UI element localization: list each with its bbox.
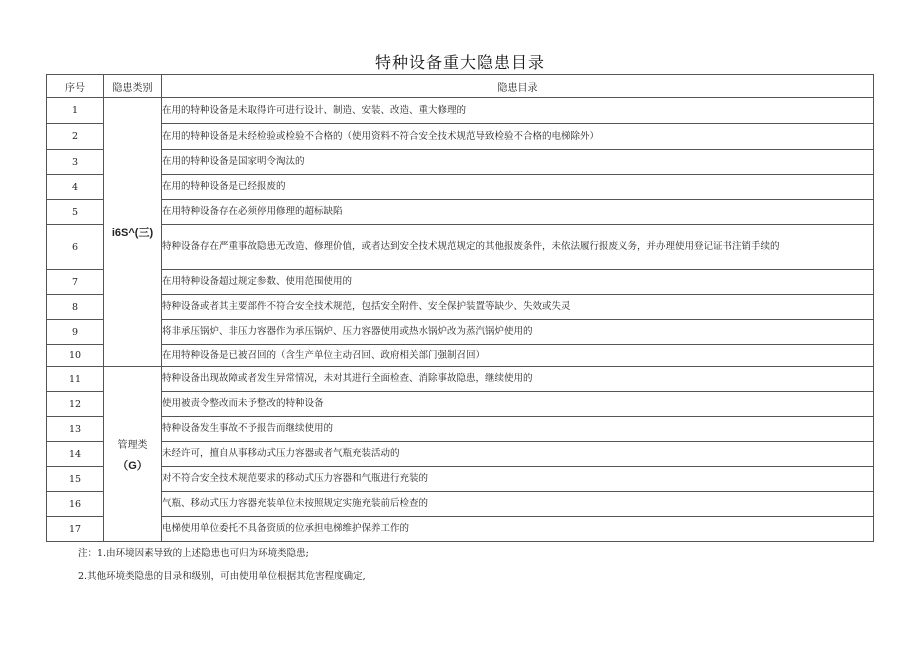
hazard-description: 在用的特种设备是已经报废的 bbox=[162, 175, 874, 200]
note-line-2: 2.其他环境类隐患的目录和级别，可由使用单位根据其危害程度确定, bbox=[78, 571, 366, 582]
hazard-description: 在用特种设备存在必须停用修理的超标缺陷 bbox=[162, 200, 874, 225]
hazard-description: 电梯使用单位委托不具备资质的位承担电梯维护保养工作的 bbox=[162, 517, 874, 542]
row-number: 3 bbox=[47, 150, 104, 175]
row-number: 1 bbox=[47, 98, 104, 124]
hazard-description: 在用的特种设备是未经检验或检验不合格的（使用资料不符合安全技术规范导致检验不合格的电梯除外） bbox=[162, 124, 874, 150]
hazard-description: 在用的特种设备是未取得许可进行设计、制造、安装、改造、重大修理的 bbox=[162, 98, 874, 124]
table-row bbox=[47, 124, 874, 150]
hazard-description: 在用特种设备超过规定参数、使用范围使用的 bbox=[162, 270, 874, 295]
table-row bbox=[47, 517, 874, 542]
header-seq: 序号 bbox=[47, 75, 104, 98]
hazard-description: 在用的特种设备是国家明令淘汰的 bbox=[162, 150, 874, 175]
hazard-description: 对不符合安全技术规范要求的移动式压力容器和气瓶进行充装的 bbox=[162, 467, 874, 492]
category-management-cell bbox=[104, 367, 162, 542]
hazard-description: 将非承压锅炉、非压力容器作为承压锅炉、压力容器使用或热水锅炉改为蒸汽锅炉使用的 bbox=[162, 320, 874, 345]
table-row bbox=[47, 467, 874, 492]
table-row bbox=[47, 295, 874, 320]
row-number: 11 bbox=[47, 367, 104, 392]
row-number: 12 bbox=[47, 392, 104, 417]
hazard-description: 气瓶、移动式压力容器充装单位未按照规定实施充装前后检查的 bbox=[162, 492, 874, 517]
row-number: 13 bbox=[47, 417, 104, 442]
header-catalog: 隐患目录 bbox=[162, 75, 874, 98]
table-header-row bbox=[47, 75, 874, 98]
row-number: 15 bbox=[47, 467, 104, 492]
table-row bbox=[47, 225, 874, 270]
page-title: 特种设备重大隐患目录 bbox=[374, 53, 545, 72]
row-number: 7 bbox=[47, 270, 104, 295]
table-row bbox=[47, 150, 874, 175]
table-row bbox=[47, 492, 874, 517]
hazard-description: 特种设备或者其主要部件不符合安全技术规范，包括安全附件、安全保护装置等缺少、失效或失灵 bbox=[162, 295, 874, 320]
row-number: 2 bbox=[47, 124, 104, 150]
table-row bbox=[47, 442, 874, 467]
row-number: 10 bbox=[47, 345, 104, 367]
table-row bbox=[47, 345, 874, 367]
hazard-description: 在用特种设备是已被召回的（含生产单位主动召回、政府相关部门强制召回） bbox=[162, 345, 874, 367]
table-row bbox=[47, 98, 874, 124]
table-row bbox=[47, 320, 874, 345]
table-row bbox=[47, 367, 874, 392]
row-number: 5 bbox=[47, 200, 104, 225]
hazard-description: 特种设备发生事故不予报告而继续使用的 bbox=[162, 417, 874, 442]
row-number: 14 bbox=[47, 442, 104, 467]
hazard-description: 特种设备存在严重事故隐患无改造、修理价值，或者达到安全技术规范规定的其他报废条件，未依法履行报废义务，并办理使用登记证书注销手续的 bbox=[162, 225, 874, 270]
table-row bbox=[47, 417, 874, 442]
table-row bbox=[47, 270, 874, 295]
table-row bbox=[47, 392, 874, 417]
row-number: 6 bbox=[47, 225, 104, 270]
hazard-description: 使用被责令整改而未予整改的特种设备 bbox=[162, 392, 874, 417]
row-number: 9 bbox=[47, 320, 104, 345]
category-management-code: （G） bbox=[117, 459, 148, 472]
category-equipment-cell bbox=[104, 98, 162, 367]
table-row bbox=[47, 175, 874, 200]
row-number: 16 bbox=[47, 492, 104, 517]
note-line-1: 注：1.由环境因素导致的上述隐患也可归为环境类隐患; bbox=[78, 548, 309, 559]
table-row bbox=[47, 200, 874, 225]
header-category: 隐患类别 bbox=[104, 75, 162, 98]
hazard-description: 特种设备出现故障或者发生异常情况，未对其进行全面检查、消除事故隐患，继续使用的 bbox=[162, 367, 874, 392]
row-number: 17 bbox=[47, 517, 104, 542]
row-number: 8 bbox=[47, 295, 104, 320]
row-number: 4 bbox=[47, 175, 104, 200]
category-equipment-code: i6S^(三) bbox=[111, 227, 154, 239]
category-management-label: 管理类 bbox=[117, 439, 148, 451]
hazard-catalog-table bbox=[46, 74, 874, 542]
hazard-description: 未经许可，擅自从事移动式压力容器或者气瓶充装活动的 bbox=[162, 442, 874, 467]
